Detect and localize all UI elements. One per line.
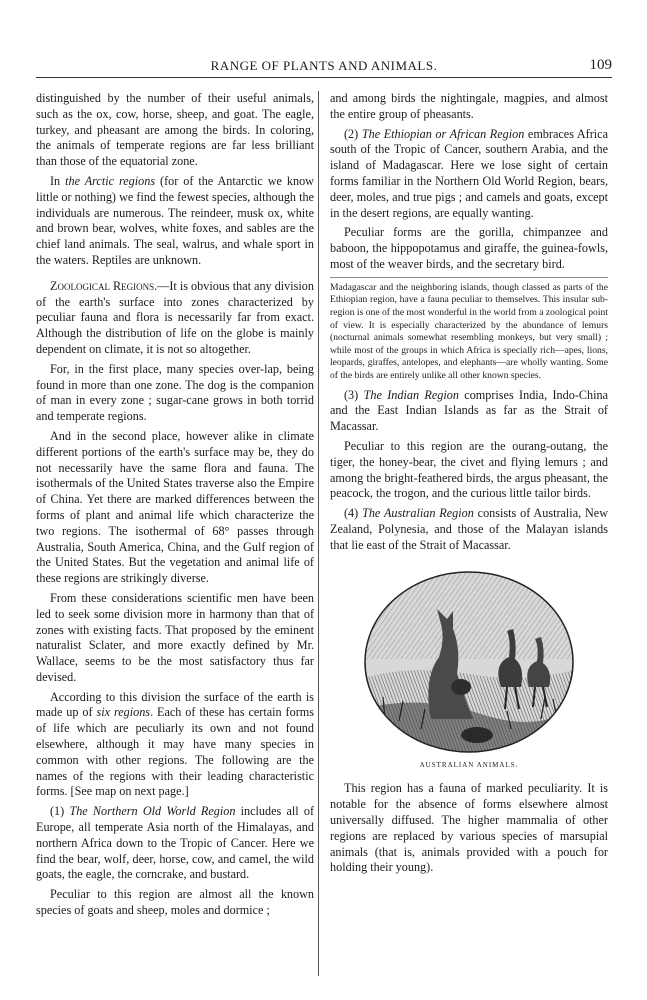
paragraph-region-4 [330, 506, 608, 553]
paragraph: This region has a fauna of marked peculiarity. It is notable for the absence of forms elsewhere almost universally diffused. The higher mammalia of other regions are replaced by various species of marsupial animals (that is, animals provided with a pouch for holding their young). [330, 781, 608, 875]
text-run: comprises India, Indo-China and the East Indian Islands as far as the Strait of Macassar. [330, 387, 608, 434]
paragraph: and among birds the nightingale, magpies, and almost the entire group of pheasants. [330, 91, 608, 121]
engraving-illustration [361, 569, 577, 755]
region-number: (3) [344, 387, 364, 402]
paragraph: And in the second place, however alike in climate different portions of the earth's surface may be, they do not necessarily have the same flora and fauna. The isothermals of the United States traverse also the Empire of China. Yet there are marked differences between the forms of plant and animal life which characterize the two regions. The isothermal of 68° passes through Australia, South America, China, and the Gulf region of the United States. But the vegetation and animal life of these regions are strikingly diverse. [36, 428, 314, 586]
region-name: The Northern Old World Region [69, 804, 236, 819]
text-run: consists of Australia, New Zealand, Polynesia, and those of the Malayan islands that lie east of the Strait of Macassar. [330, 506, 608, 552]
section-heading: Zoological Regions. [50, 278, 158, 293]
paragraph: For, in the first place, many species over-lap, being found in more than one zone. The dog is the companion of man in every zone ; sugar-cane grows in both torrid and temperate regions. [36, 361, 314, 424]
italic-term: six regions [96, 705, 151, 720]
italic-term: the Arctic regions [65, 173, 156, 188]
paragraph-region-2 [330, 127, 608, 222]
paragraph-region-3 [330, 388, 608, 435]
region-number: (2) [344, 126, 362, 141]
paragraph-zoological-regions [36, 279, 314, 358]
paragraph: Peculiar to this region are the ourang-outang, the tiger, the honey-bear, the civet and flying lemurs ; and among the bright-feathered birds, the argus pheasant, the peacock, the trogon, and the curious little tailor birds. [330, 438, 608, 501]
text-run: According to this division the surface of the earth is made up of [36, 689, 314, 720]
column-divider [318, 91, 319, 976]
region-number: (1) [50, 804, 70, 819]
text-run: embraces Africa south of the Tropic of Cancer, southern Arabia, and the island of Madagascar. Here we lose sight of certain forms familiar in the Northern Old World Region, bears, deer, moles, and true pigs ; and camels and goats, except in the desert regions, are equally wanting. [330, 126, 608, 220]
footnote-madagascar: Madagascar and the neighboring islands, though classed as parts of the Ethiopian region, have a fauna peculiar to themselves. This insular sub-region is one of the most wonderful in the world from a zoological point of view. It is especially characterized by the abundance of lemurs (nocturnal animals somewhat resembling monkeys, but very small) ; while most of the groups in which Africa is specially rich—apes, lions, leopards, giraffes, antelopes, and elephants—are wholly wanting. Some of the birds are entirely unlike all other known species. [330, 277, 608, 383]
region-name: The Ethiopian or African Region [361, 126, 525, 141]
figure-australian-animals [330, 569, 608, 775]
header-rule [36, 77, 612, 78]
paragraph: distinguished by the number of their useful animals, such as the ox, cow, horse, sheep, and goat. The eagle, turkey, and pheasant are among the birds. In coloring, the animals of temperate regions are far less brilliant than those of the equatorial zone. [36, 91, 314, 169]
page-number: 109 [589, 57, 612, 73]
text-run: . Each of these has certain forms of life which are peculiarly its own and not found elsewhere, although it may have many species in common with other regions. The following are the names of the regions with their leading characteristic forms. [See map on next page.] [36, 705, 314, 799]
region-name: The Australian Region [362, 506, 474, 521]
paragraph: From these considerations scientific men have been led to seek some division more in harmony than that of zones with existing facts. That proposed by the eminent naturalist Sclater, and more exactly defined by Mr. Wallace, seems to be the most satisfactory thus far devised. [36, 590, 314, 684]
left-column [36, 91, 314, 981]
paragraph-arctic [36, 174, 314, 269]
text-run: —It is obvious that any division of the earth's surface into zones characterized by peculiar fauna and flora is necessarily far from exact. Although the distribution of life on the globe is mainly dependent on climate, it is not so altogether. [36, 278, 314, 356]
region-name: The Indian Region [363, 387, 459, 402]
figure-caption: AUSTRALIAN ANIMALS. [419, 761, 519, 770]
text-run: In [50, 173, 66, 188]
header-title: RANGE OF PLANTS AND ANIMALS. [210, 58, 438, 73]
paragraph-six-regions [36, 690, 314, 801]
text-run: includes all of Europe, all temperate Asia north of the Himalayas, and northern Africa down to the Tropic of Cancer. Here we find the bear, wolf, deer, horse, cow, and camel, the wild goats, the eagle, the corncrake, and bustard. [36, 804, 314, 882]
region-number: (4) [344, 506, 363, 521]
paragraph: Peculiar forms are the gorilla, chimpanzee and baboon, the hippopotamus and giraffe, the guinea-fowls, most of the weaver birds, and the secretary bird. [330, 225, 608, 271]
paragraph-region-1 [36, 804, 314, 883]
right-column [330, 91, 608, 981]
paragraph: Peculiar to this region are almost all the known species of goats and sheep, moles and dormice ; [36, 887, 314, 918]
text-run: (for of the Antarctic we know little or nothing) we find the fewest species, although the individuals are numerous. The reindeer, musk ox, white and brown bear, wolves, white foxes, and sables are the chief land animals. The seal, walrus, and whale sport in the waters. Reptiles are unknown. [36, 173, 314, 267]
